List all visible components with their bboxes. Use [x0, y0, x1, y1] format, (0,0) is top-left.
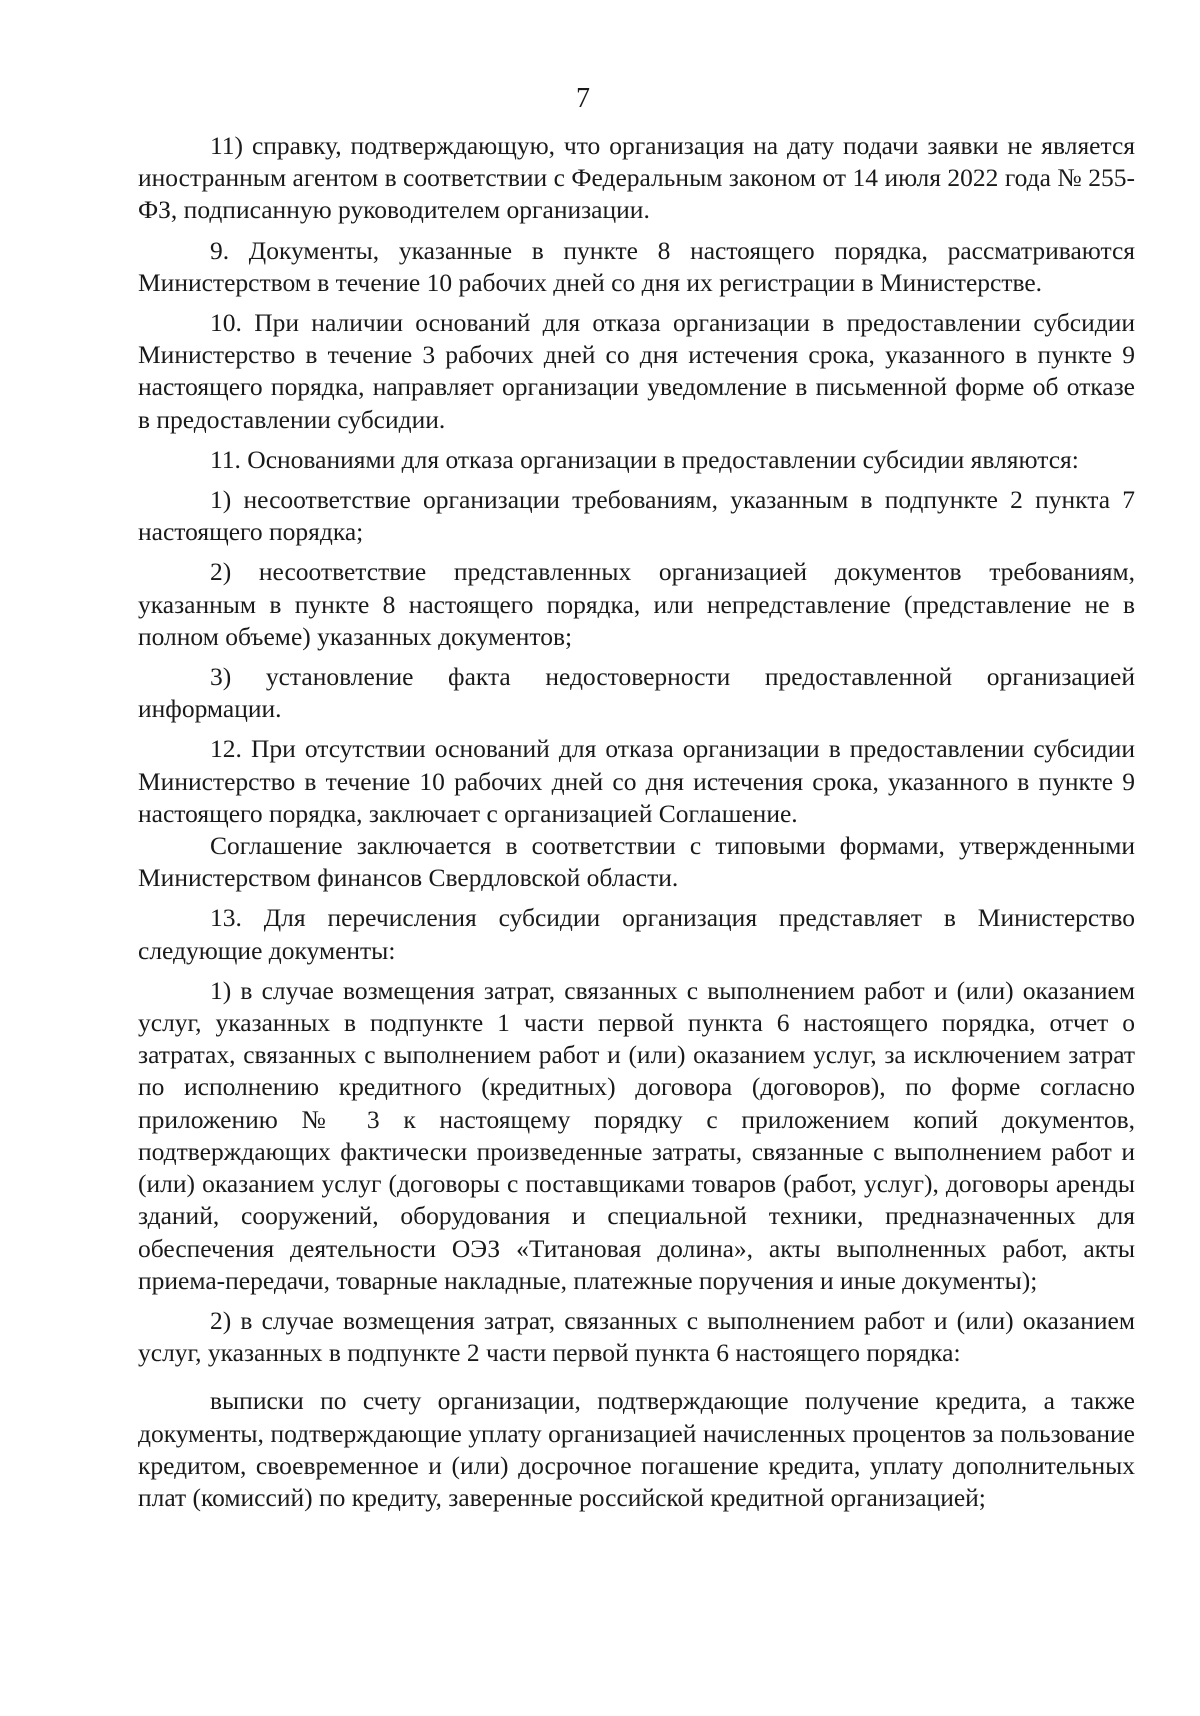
- paragraph-item-11-sub-2: 2) несоответствие представленных организацией документов требованиям, указанным в пункте 8 настоящего порядка, или непредставление (представление не в полном объеме) указанных документов;: [138, 557, 1135, 651]
- paragraph-item-13: 13. Для перечисления субсидии организация представляет в Министерство следующие документы:: [138, 903, 1135, 965]
- paragraph-item-12: 12. При отсутствии оснований для отказа организации в предоставлении субсидии Министерство в течение 10 рабочих дней со дня истечения срока, указанного в пункте 9 настоящего порядка, заключает с организацией Соглашение.: [138, 734, 1135, 828]
- paragraph-item-11-sub-1: 1) несоответствие организации требованиям, указанным в подпункте 2 пункта 7 настоящего порядка;: [138, 485, 1135, 547]
- paragraph-item-11-sub-3: 3) установление факта недостоверности предоставленной организацией информации.: [138, 662, 1135, 724]
- paragraph-item-9: 9. Документы, указанные в пункте 8 настоящего порядка, рассматриваются Министерством в течение 10 рабочих дней со дня их регистрации в Министерстве.: [138, 235, 1135, 297]
- paragraph-item-10: 10. При наличии оснований для отказа организации в предоставлении субсидии Министерство в течение 3 рабочих дней со дня истечения срока, указанного в пункте 9 настоящего порядка, направляет организации уведомление в письменной форме об отказе в предоставлении субсидии.: [138, 308, 1135, 434]
- paragraph-item-13-sub-2: 2) в случае возмещения затрат, связанных с выполнением работ и (или) оказанием услуг, указанных в подпункте 2 части первой пункта 6 настоящего порядка:: [138, 1305, 1135, 1368]
- paragraph-item-11: 11. Основаниями для отказа организации в предоставлении субсидии являются:: [210, 444, 1079, 474]
- page-number: 7: [576, 83, 590, 114]
- paragraph-subitem-11: 11) справку, подтверждающую, что организация на дату подачи заявки не является иностранным агентом в соответствии с Федеральным законом от 14 июля 2022 года № 255-ФЗ, подписанную руководителем организации.: [138, 131, 1135, 225]
- paragraph-item-13-sub-1: 1) в случае возмещения затрат, связанных с выполнением работ и (или) оказанием услуг, указанных в подпункте 1 части первой пункта 6 настоящего порядка, отчет о затратах, связанных с выполнением работ и (или) оказанием услуг, за исключением затрат по исполнению кредитного (кредитных) договора (договоров), по форме согласно приложению № 3 к настоящему порядку с приложением копий документов, подтверждающих фактически произведенные затраты, связанные с выполнением работ и (или) оказанием услуг (договоры с поставщиками товаров (работ, услуг), договоры аренды зданий, сооружений, оборудования и специальной техники, предназначенных для обеспечения деятельности ОЭЗ «Титановая долина», акты выполненных работ, акты приема-передачи, товарные накладные, платежные поручения и иные документы);: [138, 975, 1135, 1295]
- document-body: [138, 130, 1135, 1514]
- paragraph-agreement: Соглашение заключается в соответствии с типовыми формами, утвержденными Министерством финансов Свердловской области.: [138, 831, 1135, 893]
- paragraph-bank-statements: выписки по счету организации, подтверждающие получение кредита, а также документы, подтверждающие уплату организацией начисленных процентов за пользование кредитом, своевременное и (или) досрочное погашение кредита, уплату дополнительных плат (комиссий) по кредиту, заверенные российской кредитной организацией;: [138, 1386, 1135, 1512]
